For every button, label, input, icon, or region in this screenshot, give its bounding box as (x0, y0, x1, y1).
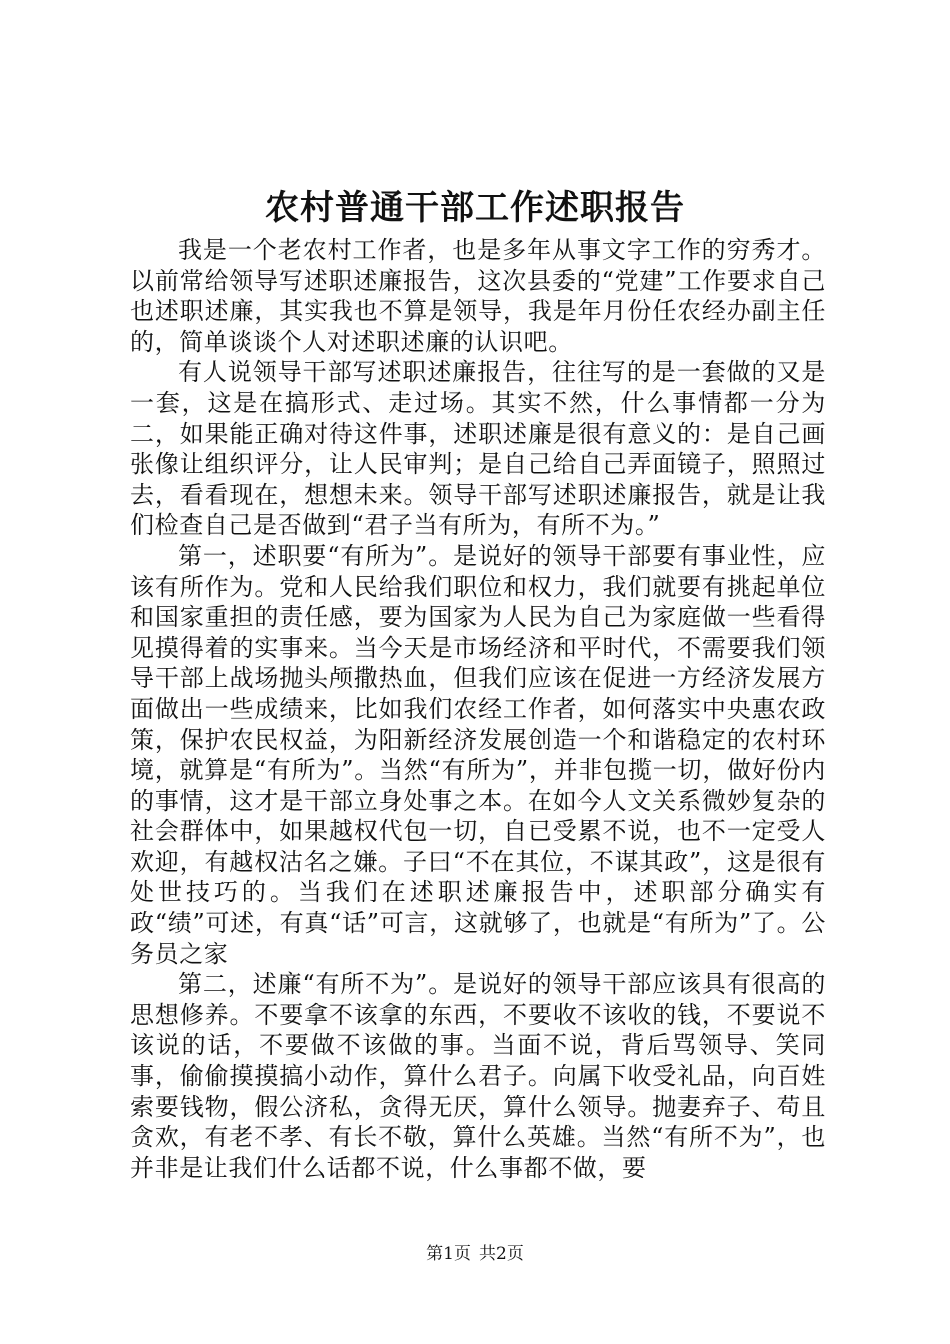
page-footer (0, 1242, 950, 1266)
paragraph-4: 第二，述廉“有所不为”。是说好的领导干部应该具有很高的思想修养。不要拿不该拿的东西，不要收不该收的钱，不要说不该说的话，不要做不该做的事。当面不说，背后骂领导、笑同事，偷偷摸摸搞小动作，算什么君子。向属下收受礼品，向百姓索要钱物，假公济私，贪得无厌，算什么领导。抛妻弃子、苟且贪欢，有老不孝、有长不敬，算什么英雄。当然“有所不为”，也并非是让我们什么话都不说，什么事都不做，要 (130, 970, 826, 1182)
page-number: 第1页 (426, 1244, 471, 1264)
paragraph-2: 有人说领导干部写述职述廉报告，往往写的是一套做的又是一套，这是在搞形式、走过场。其实不然，什么事情都一分为二，如果能正确对待这件事，述职述廉是很有意义的：是自己画张像让组织评分，让人民审判；是自己给自己弄面镜子，照照过去，看看现在，想想未来。领导干部写述职述廉报告，就是让我们检查自己是否做到“君子当有所为，有所不为。” (130, 358, 826, 540)
paragraph-1: 我是一个老农村工作者，也是多年从事文字工作的穷秀才。以前常给领导写述职述廉报告，这次县委的“党建”工作要求自己也述职述廉，其实我也不算是领导，我是年月份任农经办副主任的，简单谈谈个人对述职述廉的认识吧。 (130, 236, 826, 356)
document-body (130, 235, 826, 1183)
page-total: 共2页 (479, 1244, 524, 1264)
paragraph-3: 第一，述职要“有所为”。是说好的领导干部要有事业性，应该有所作为。党和人民给我们职位和权力，我们就要有挑起单位和国家重担的责任感，要为国家为人民为自己为家庭做一些看得见摸得着的实事来。当今天是市场经济和平时代，不需要我们领导干部上战场抛头颅撒热血，但我们应该在促进一方经济发展方面做出一些成绩来，比如我们农经工作者，如何落实中央惠农政策，保护农民权益，为阳新经济发展创造一个和谐稳定的农村环境，就算是“有所为”。当然“有所为”，并非包揽一切，做好份内的事情，这才是干部立身处事之本。在如今人文关系微妙复杂的社会群体中，如果越权代包一切，自已受累不说，也不一定受人欢迎，有越权沽名之嫌。子曰“不在其位，不谋其政”，这是很有处世技巧的。当我们在述职述廉报告中，述职部分确实有政“绩”可述，有真“话”可言，这就够了，也就是“有所为”了。公务员之家 (130, 541, 826, 968)
document-title: 农村普通干部工作述职报告 (265, 188, 685, 228)
